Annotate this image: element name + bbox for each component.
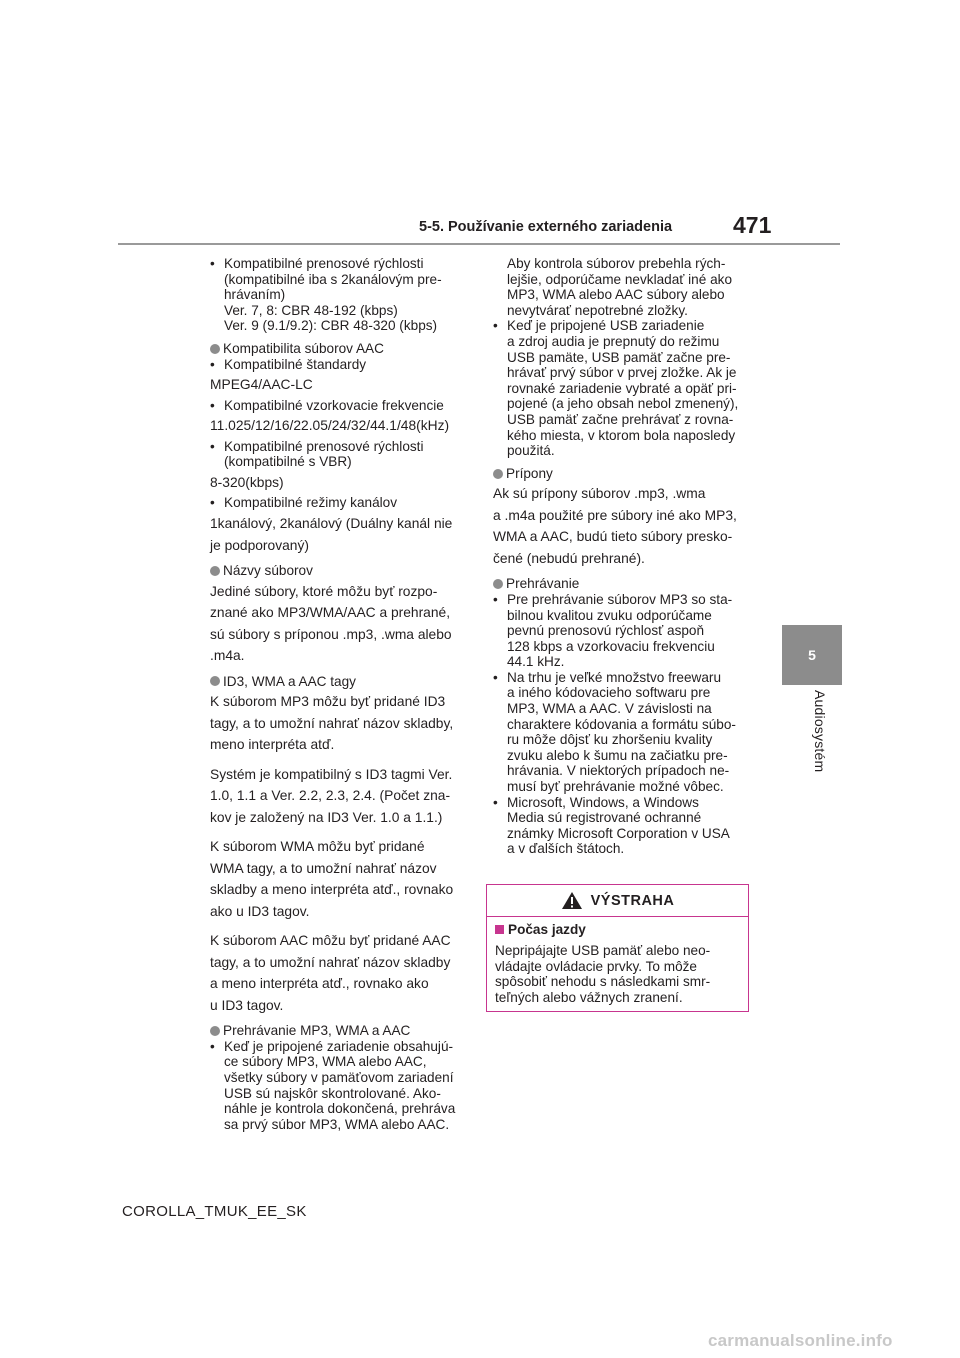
section-title: 5-5. Používanie externého zariadenia	[419, 219, 673, 235]
page-number: 471	[733, 212, 772, 238]
heading-text: Kompatibilita súborov AAC	[223, 340, 384, 356]
circle-bullet-icon	[210, 344, 220, 354]
list-item-text: Kompatibilné štandardy	[224, 356, 367, 372]
list-item-text: Kompatibilné prenosové rýchlosti (kompatibilné s VBR)	[224, 438, 424, 470]
list-item-text: Microsoft, Windows, a Windows Media sú registrované ochranné známky Microsoft Corporation v USA a v ďalších štátoch.	[507, 794, 730, 857]
paragraph: 11.025/12/16/22.05/24/32/44.1/48(kHz)	[210, 418, 450, 434]
heading-text: ID3, WMA a AAC tagy	[223, 673, 356, 689]
left-column	[210, 256, 472, 1132]
bullet-icon: •	[493, 318, 498, 334]
bullet-icon: •	[210, 356, 215, 372]
chapter-number: 5	[808, 647, 816, 663]
circle-bullet-icon	[493, 469, 503, 479]
list-item-text: Pre prehrávanie súborov MP3 so sta- bilnou kvalitou zvuku odporúčame pevnú prenosovú rýchlosť aspoň 128 kbps a vzorkovaciu frekvenciu 44.1 kHz.	[507, 591, 733, 670]
section-heading	[210, 563, 472, 579]
bullet-icon: •	[210, 397, 215, 413]
warning-body	[487, 917, 748, 1005]
warning-box	[486, 884, 749, 1012]
bullet-icon: •	[210, 438, 215, 454]
paragraph: K súborom WMA môžu byť pridané WMA tagy, a to umožní nahrať názov skladby a meno interpréta atď., rovnako ako u ID3 tagov.	[210, 839, 454, 919]
list-item	[493, 318, 758, 458]
list-item	[210, 256, 472, 334]
list-item	[493, 670, 758, 795]
heading-text: Prípony	[506, 465, 553, 481]
heading-text: Názvy súborov	[223, 563, 313, 579]
paragraph: Ak sú prípony súborov .mp3, .wma a .m4a použité pre súbory iné ako MP3, WMA a AAC, budú tieto súbory presko- čené (nebudú prehrané).	[493, 486, 737, 566]
list-item	[210, 495, 472, 511]
list-item-text: Aby kontrola súborov prebehla rých- lejšie, odporúčame nevkladať iné ako MP3, WMA alebo AAC súbory alebo nevytvárať nepotrebné zložky.	[507, 256, 733, 318]
document-code: COROLLA_TMUK_EE_SK	[122, 1203, 307, 1220]
list-item-text: Keď je pripojené zariadenie obsahujú- ce súbory MP3, WMA alebo AAC, všetky súbory v pamäťovom zariadení USB sú najskôr skontrolované. Ako- náhle je kontrola dokončená, prehráva sa prvý súbor MP3, WMA alebo AAC.	[224, 1038, 456, 1132]
bullet-icon: •	[493, 669, 498, 685]
paragraph: 8-320(kbps)	[210, 474, 284, 490]
list-item-text: Kompatibilné vzorkovacie frekvencie	[224, 397, 444, 413]
list-item	[493, 795, 758, 857]
section-heading	[210, 674, 472, 690]
bullet-icon: •	[210, 256, 215, 271]
list-item	[210, 357, 472, 373]
list-item-text: Na trhu je veľké množstvo freewaru a iného kódovacieho softwaru pre MP3, WMA a AAC. V závislosti na charaktere kódovania a formátu súbo- ru môže dôjsť ku zhoršeniu kvality zvuku alebo k šumu na začiatku pre- hrávania. V niektorých prípadoch ne- musí byť prehrávanie možné vôbec.	[507, 669, 736, 795]
heading-text: Prehrávanie MP3, WMA a AAC	[223, 1023, 411, 1039]
chapter-tab[interactable]	[782, 625, 842, 685]
section-heading	[493, 466, 758, 482]
watermark: carmanualsonline.info	[708, 1331, 893, 1350]
list-item	[493, 592, 758, 670]
square-bullet-icon	[495, 925, 504, 934]
right-column	[493, 256, 758, 857]
heading-text: Prehrávanie	[506, 576, 580, 592]
bullet-icon: •	[210, 1038, 215, 1054]
paragraph: 1kanálový, 2kanálový (Duálny kanál nie je podporovaný)	[210, 516, 453, 553]
section-heading	[210, 1023, 472, 1039]
warning-title: VÝSTRAHA	[590, 892, 675, 909]
list-item	[210, 439, 472, 470]
circle-bullet-icon	[210, 1026, 220, 1036]
warning-triangle-icon	[561, 891, 583, 910]
circle-bullet-icon	[493, 579, 503, 589]
paragraph: K súborom MP3 môžu byť pridané ID3 tagy, a to umožní nahrať názov skladby, meno interpréta atď.	[210, 694, 454, 753]
list-item-continuation	[493, 256, 758, 318]
paragraph: K súborom AAC môžu byť pridané AAC tagy, a to umožní nahrať názov skladby a meno interpréta atď., rovnako ako u ID3 tagov.	[210, 933, 451, 1013]
paragraph: Jediné súbory, ktoré môžu byť rozpo- znané ako MP3/WMA/AAC a prehrané, sú súbory s príponou .mp3, .wma alebo .m4a.	[210, 583, 452, 664]
section-heading	[493, 576, 758, 592]
warning-text: Nepripájajte USB pamäť alebo neo- vládajte ovládacie prvky. To môže spôsobiť nehodu s následkami smr- teľných alebo vážnych zranení.	[495, 943, 711, 1005]
bullet-icon: •	[210, 495, 215, 511]
warning-header	[487, 885, 748, 917]
list-item-text: Kompatibilné režimy kanálov	[224, 495, 398, 511]
list-item	[210, 1039, 472, 1133]
warning-subheading-text: Počas jazdy	[508, 922, 586, 937]
list-item	[210, 398, 472, 414]
section-heading	[210, 341, 472, 357]
bullet-icon: •	[493, 794, 498, 810]
paragraph: MPEG4/AAC-LC	[210, 377, 313, 393]
bullet-icon: •	[493, 591, 498, 607]
warning-subheading	[495, 922, 740, 937]
list-item-text: Kompatibilné prenosové rýchlosti (kompatibilné iba s 2kanálovým pre- hrávaním) Ver. 7, 8: CBR 48-192 (kbps) Ver. 9 (9.1/9.2): CBR 48-320 (kbps)	[224, 256, 442, 334]
paragraph: Systém je kompatibilný s ID3 tagmi Ver. 1.0, 1.1 a Ver. 2.2, 2.3, 2.4. (Počet zna- kov je založený na ID3 Ver. 1.0 a 1.1.)	[210, 766, 453, 825]
circle-bullet-icon	[210, 676, 220, 686]
header-divider	[118, 243, 840, 245]
circle-bullet-icon	[210, 566, 220, 576]
chapter-label: Audiosystém	[812, 690, 828, 773]
list-item-text: Keď je pripojené USB zariadenie a zdroj audia je prepnutý do režimu USB pamäte, USB pamäť začne pre- hrávať prvý súbor v prvej zložke. Ak je rovnaké zariadenie vybraté a opäť pri- pojené (a jeho obsah nebol zmenený), USB pamäť začne prehrávať z rovna- kého miesta, v ktorom bola naposledy použitá.	[507, 318, 739, 459]
